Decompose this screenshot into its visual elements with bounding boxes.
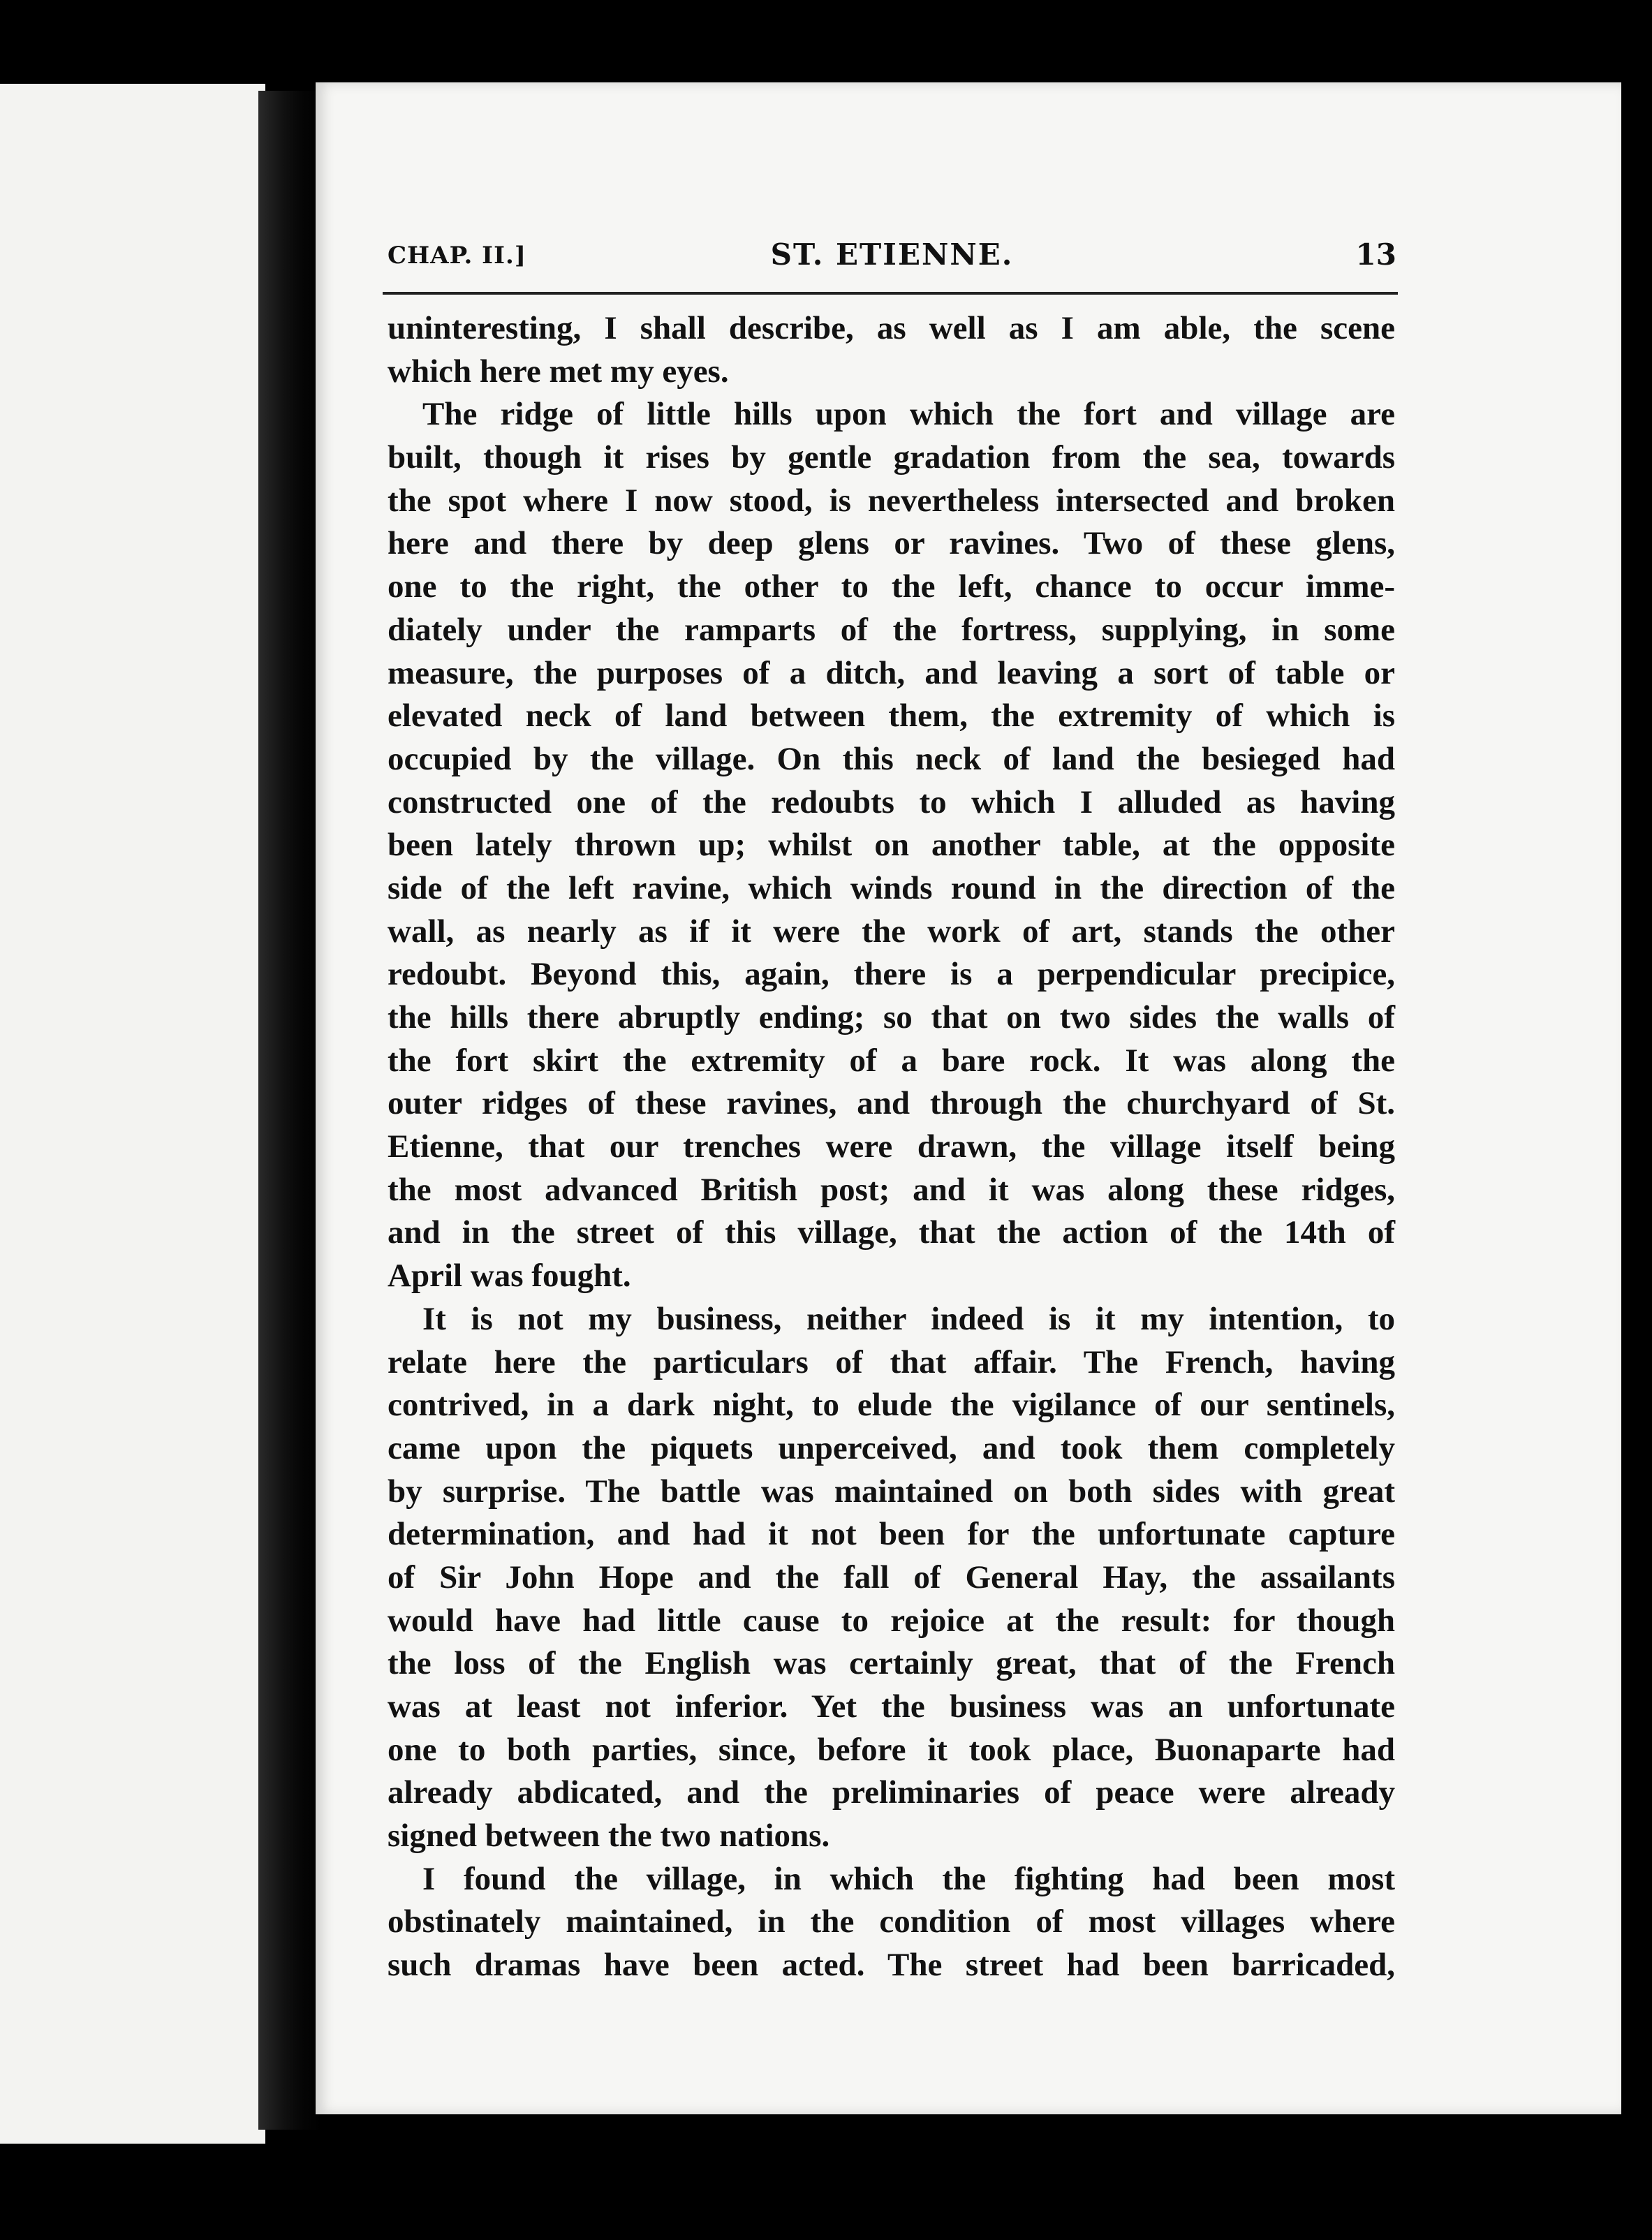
text-line: such dramas have been acted. The street had been barricaded,: [388, 1947, 1395, 1984]
text-line: built, though it rises by gentle gradation from the sea, towards: [388, 439, 1395, 476]
text-line: signed between the two nations.: [388, 1818, 830, 1855]
text-line: obstinately maintained, in the condition of most villages where: [388, 1903, 1395, 1940]
book-gutter: [258, 91, 321, 2130]
text-line: been lately thrown up; whilst on another table, at the opposite: [388, 827, 1395, 864]
text-line: one to both parties, since, before it took place, Buonaparte had: [388, 1731, 1395, 1768]
text-line: the hills there abruptly ending; so that on two sides the walls of: [388, 999, 1395, 1036]
text-line: here and there by deep glens or ravines. Two of these glens,: [388, 525, 1395, 562]
text-line: came upon the piquets unperceived, and took them completely: [388, 1429, 1395, 1466]
text-line: the spot where I now stood, is nevertheless intersected and broken: [388, 482, 1395, 519]
text-line: by surprise. The battle was maintained on both sides with great: [388, 1473, 1395, 1510]
text-line: wall, as nearly as if it were the work of art, stands the other: [388, 913, 1395, 950]
page-body-text: [388, 307, 1395, 1987]
header-rule: [383, 292, 1398, 295]
text-line: outer ridges of these ravines, and through the churchyard of St.: [388, 1085, 1395, 1122]
text-line: the loss of the English was certainly great, that of the French: [388, 1645, 1395, 1682]
text-line: April was fought.: [388, 1258, 631, 1295]
text-line: Etienne, that our trenches were drawn, the village itself being: [388, 1128, 1395, 1165]
text-line: measure, the purposes of a ditch, and leaving a sort of table or: [388, 654, 1395, 691]
text-line: contrived, in a dark night, to elude the vigilance of our sentinels,: [388, 1387, 1395, 1424]
text-line: would have had little cause to rejoice at the result: for though: [388, 1602, 1395, 1639]
text-line: the most advanced British post; and it was along these ridges,: [388, 1171, 1395, 1208]
text-line: side of the left ravine, which winds round in the direction of the: [388, 869, 1395, 906]
text-line: was at least not inferior. Yet the business was an unfortunate: [388, 1688, 1395, 1725]
text-line: one to the right, the other to the left, chance to occur imme-: [388, 568, 1395, 605]
page-header: [388, 237, 1396, 279]
page-number: 13: [1355, 237, 1396, 272]
text-line: uninteresting, I shall describe, as well as I am able, the scene: [388, 310, 1395, 346]
text-line: I found the village, in which the fighting had been most: [422, 1860, 1395, 1897]
text-line: which here met my eyes.: [388, 353, 729, 390]
running-head: CHAP. II.]: [388, 242, 526, 270]
text-line: already abdicated, and the preliminaries of peace were already: [388, 1774, 1395, 1811]
text-line: the fort skirt the extremity of a bare rock. It was along the: [388, 1042, 1395, 1079]
text-line: The ridge of little hills upon which the fort and village are: [422, 396, 1395, 433]
text-line: It is not my business, neither indeed is it my intention, to: [422, 1300, 1395, 1337]
text-line: determination, and had it not been for the unfortunate capture: [388, 1516, 1395, 1553]
text-line: constructed one of the redoubts to which I alluded as having: [388, 783, 1395, 820]
text-line: of Sir John Hope and the fall of General Hay, the assailants: [388, 1559, 1395, 1596]
text-line: diately under the ramparts of the fortress, supplying, in some: [388, 611, 1395, 648]
text-line: elevated neck of land between them, the extremity of which is: [388, 698, 1395, 735]
page-title: ST. ETIENNE.: [770, 237, 1014, 272]
text-line: and in the street of this village, that the action of the 14th of: [388, 1214, 1395, 1251]
text-line: occupied by the village. On this neck of land the besieged had: [388, 740, 1395, 777]
text-line: relate here the particulars of that affair. The French, having: [388, 1343, 1395, 1380]
text-line: redoubt. Beyond this, again, there is a perpendicular precipice,: [388, 956, 1395, 993]
previous-page: [0, 84, 265, 2144]
